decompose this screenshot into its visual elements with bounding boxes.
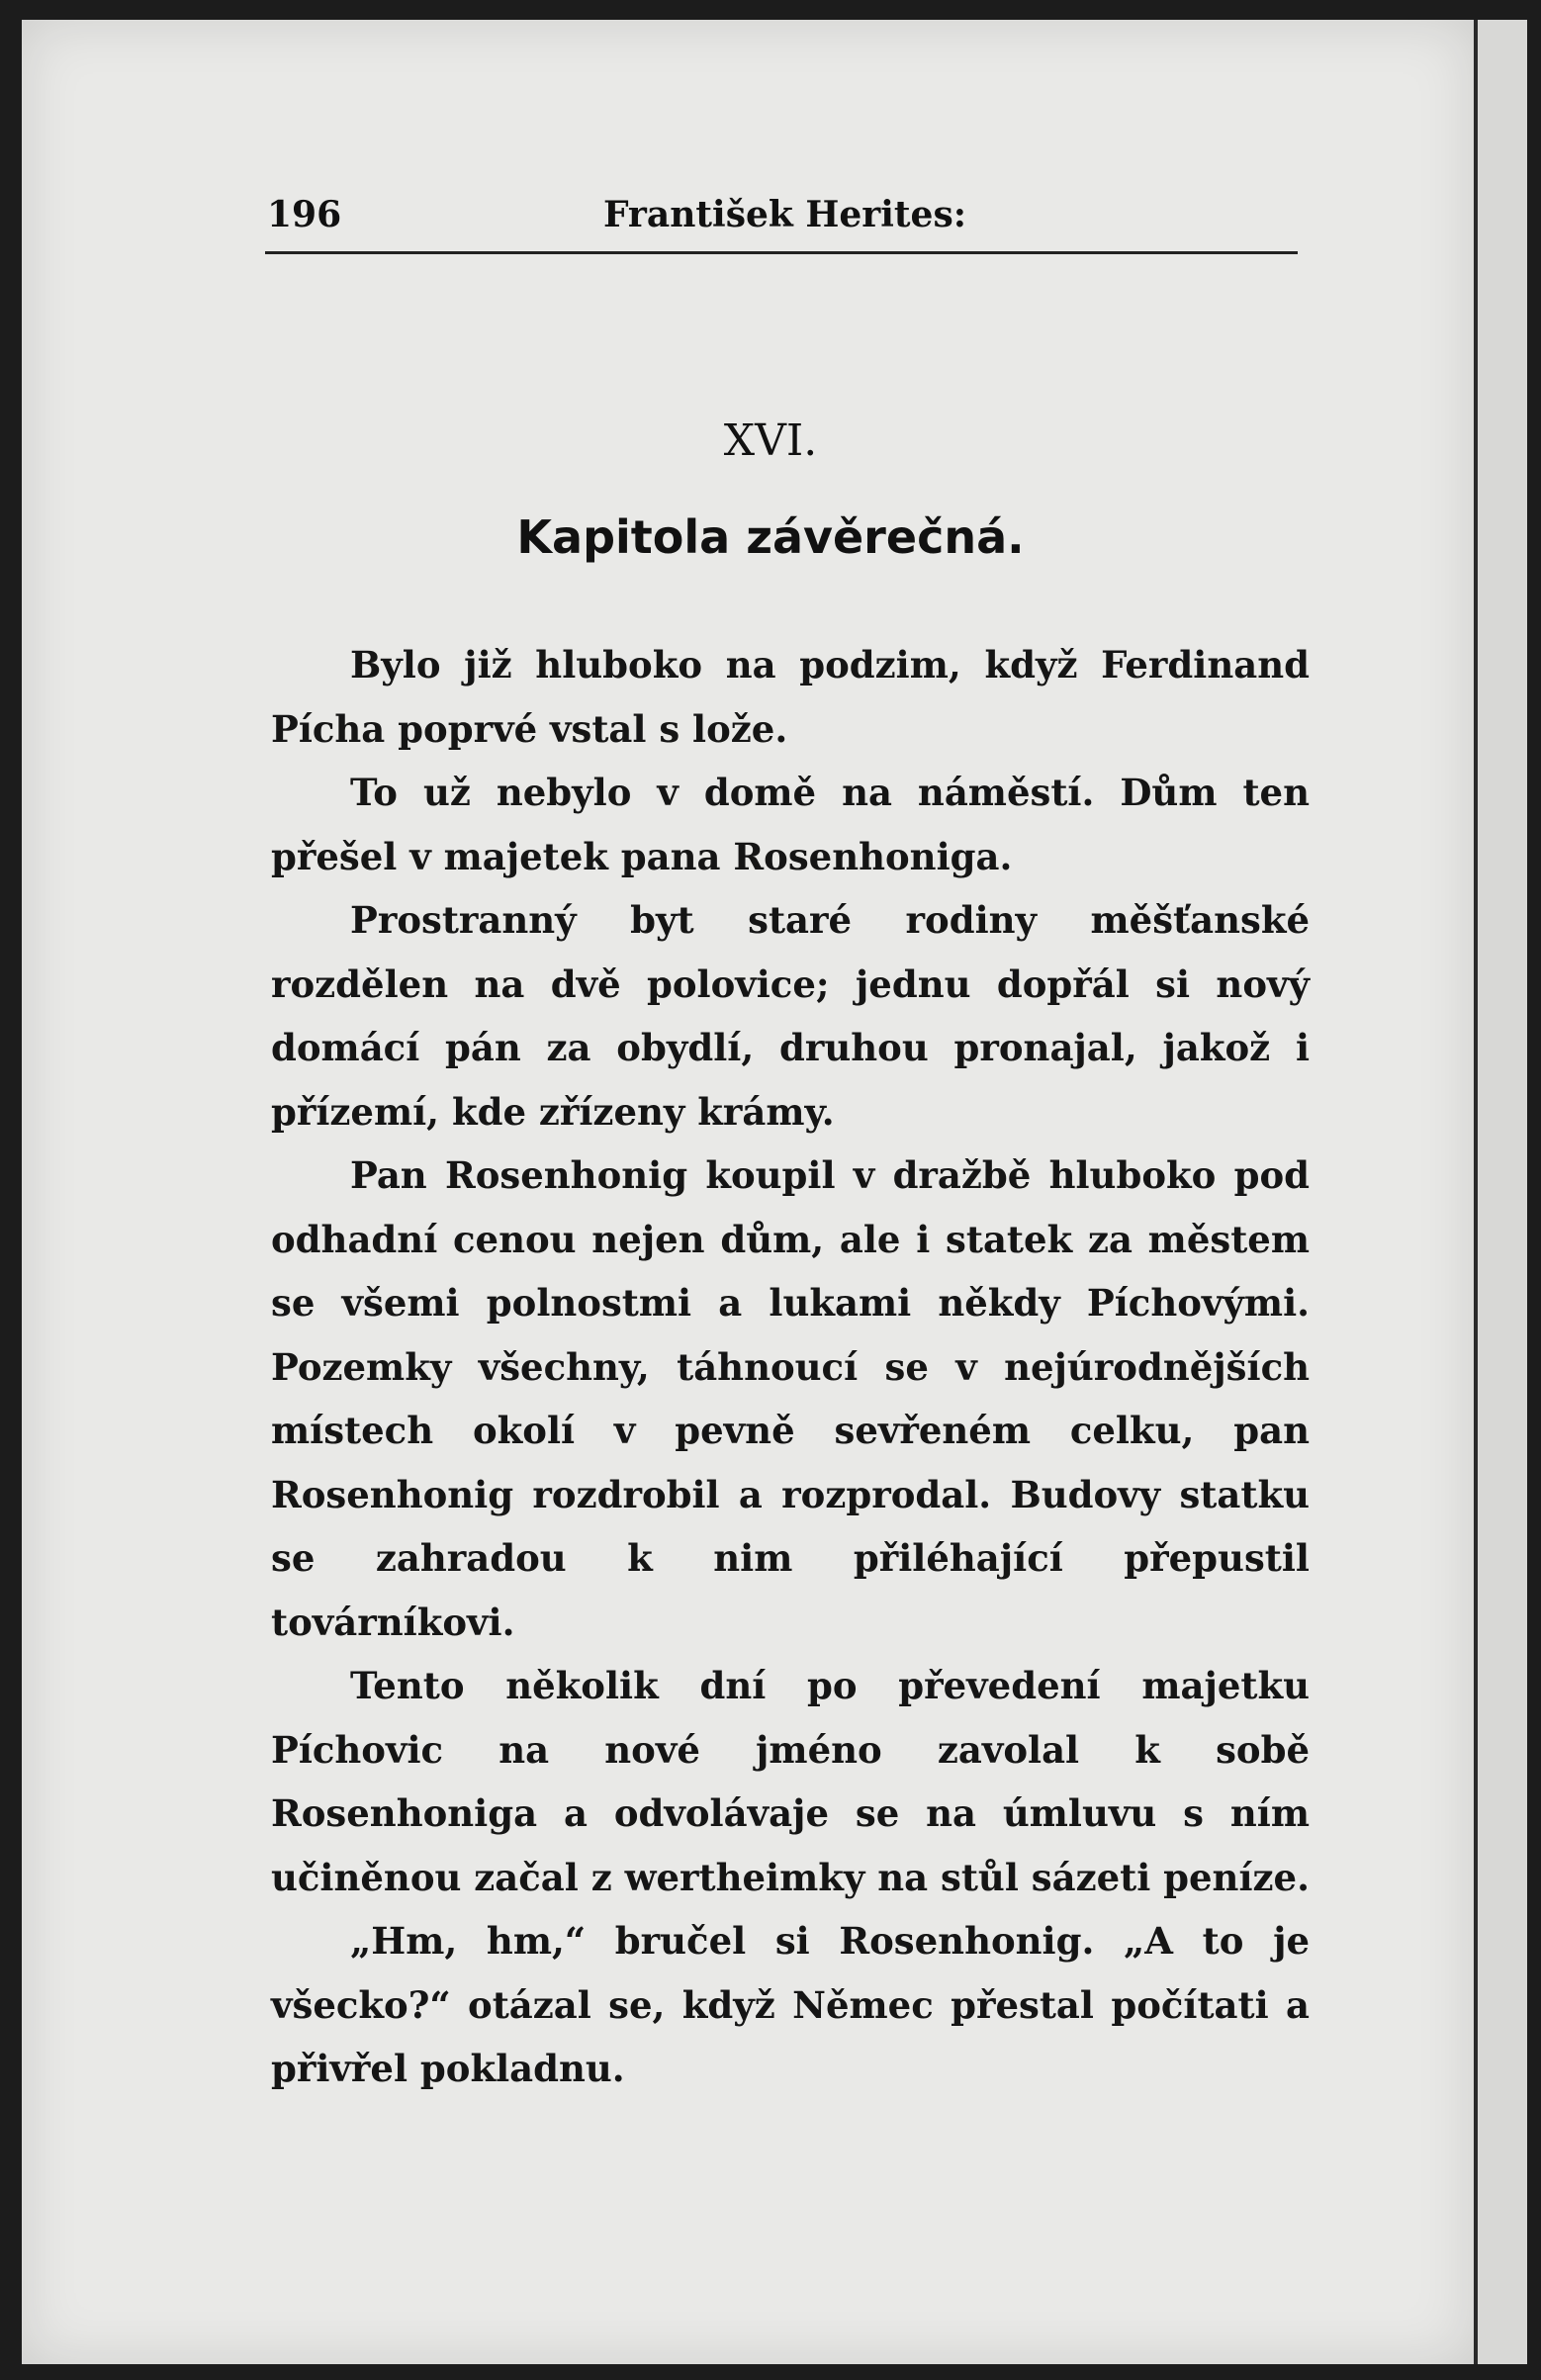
- running-title: František Herites:: [603, 194, 966, 235]
- paragraph: Tento několik dní po převedení majetku Píchovic na nové jméno zavolal k sobě Rosenhoniga a odvolávaje se na úmluvu s ním učiněnou začal z wertheimky na stůl sázeti peníze.: [271, 1664, 1310, 1899]
- next-page-edge: [1474, 20, 1527, 2364]
- paragraph: To už nebylo v domě na náměstí. Dům ten přešel v majetek pana Rosenhoniga.: [271, 771, 1310, 878]
- header-rule: [265, 251, 1298, 254]
- body-text: [271, 633, 1310, 2101]
- paragraph: Pan Rosenhonig koupil v dražbě hluboko pod odhadní cenou nejen dům, ale i statek za městem se všemi polnostmi a lukami někdy Píchovými. Pozemky všechny, táhnoucí se v nejúrodnějších místech okolí v pevně sevřeném celku, pan Rosenhonig rozdrobil a rozprodal. Budovy statku se zahradou k nim přiléhající přepustil továrníkovi.: [271, 1153, 1310, 1644]
- chapter-number: XVI.: [723, 415, 818, 466]
- paragraph: Bylo již hluboko na podzim, když Ferdinand Pícha poprvé vstal s lože.: [271, 643, 1310, 751]
- page-header: [267, 194, 1296, 253]
- page-number: 196: [267, 194, 342, 235]
- chapter-title: Kapitola závěrečná.: [516, 510, 1025, 564]
- paragraph: Prostranný byt staré rodiny měšťanské rozdělen na dvě polovice; jednu dopřál si nový domácí pán za obydlí, druhou pronajal, jakož i přízemí, kde zřízeny krámy.: [271, 898, 1310, 1134]
- paragraph: „Hm, hm,“ bručel si Rosenhonig. „A to je všecko?“ otázal se, když Němec přestal počítati a přivřel pokladnu.: [271, 1919, 1310, 2090]
